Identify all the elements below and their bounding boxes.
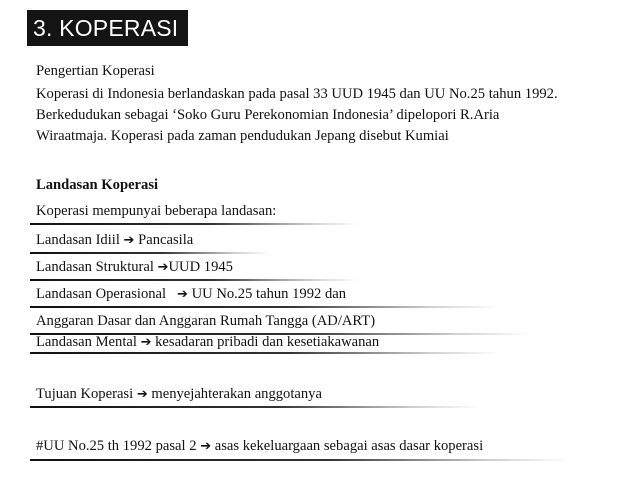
slide-title: 3. KOPERASI (27, 10, 188, 46)
arrow-right-icon: ➔ (177, 287, 188, 302)
landasan-mental-label: Landasan Mental (36, 334, 137, 350)
separator-line (30, 459, 570, 461)
landasan-struktural-value: UUD 1945 (168, 259, 233, 275)
arrow-right-icon: ➔ (136, 387, 148, 402)
landasan-operasional-label: Landasan Operasional (36, 286, 167, 302)
separator-line (30, 252, 270, 254)
landasan-intro: Koperasi mempunyai beberapa landasan: (36, 203, 277, 219)
landasan-idiil-value: Pancasila (138, 232, 194, 248)
arrow-right-icon: ➔ (123, 233, 135, 248)
landasan-operasional-cont: Anggaran Dasar dan Anggaran Rumah Tangga (AD/ART) (36, 313, 376, 329)
definition-line-2: Berkedudukan sebagai ‘Soko Guru Perekonomian Indonesia’ dipelopori R.Aria (36, 107, 500, 123)
separator-line (30, 306, 500, 308)
tujuan-label: Tujuan Koperasi (36, 386, 134, 402)
landasan-mental-value: kesadaran pribadi dan kesetiakawanan (155, 334, 380, 350)
separator-line (30, 279, 360, 281)
definition-line-3: Wiraatmaja. Koperasi pada zaman pendudukan Jepang disebut Kumiai (36, 128, 449, 144)
tujuan-value: menyejahterakan anggotanya (151, 386, 322, 402)
arrow-right-icon: ➔ (200, 439, 212, 454)
landasan-operasional-value: UU No.25 tahun 1992 dan (191, 286, 347, 302)
landasan-idiil (36, 231, 193, 250)
arrow-right-icon: ➔ (140, 335, 152, 350)
landasan-struktural-label: Landasan Struktural (36, 259, 154, 275)
landasan-idiil-label: Landasan Idiil (36, 232, 120, 248)
definition-line-1: Koperasi di Indonesia berlandaskan pada pasal 33 UUD 1945 dan UU No.25 tahun 1992. (36, 86, 558, 102)
arrow-right-icon: ➔ (157, 260, 169, 275)
uu-value: asas kekeluargaan sebagai asas dasar koperasi (214, 438, 484, 454)
landasan-struktural (36, 258, 233, 277)
uu-pasal (36, 437, 483, 456)
uu-label: #UU No.25 th 1992 pasal 2 (36, 438, 197, 454)
section-subtitle: Pengertian Koperasi (36, 63, 155, 79)
separator-line (30, 352, 500, 354)
landasan-operasional (36, 285, 346, 304)
landasan-mental (36, 333, 379, 352)
separator-line (30, 223, 360, 225)
tujuan-koperasi (36, 385, 322, 404)
landasan-heading: Landasan Koperasi (36, 177, 159, 193)
separator-line (30, 406, 480, 408)
